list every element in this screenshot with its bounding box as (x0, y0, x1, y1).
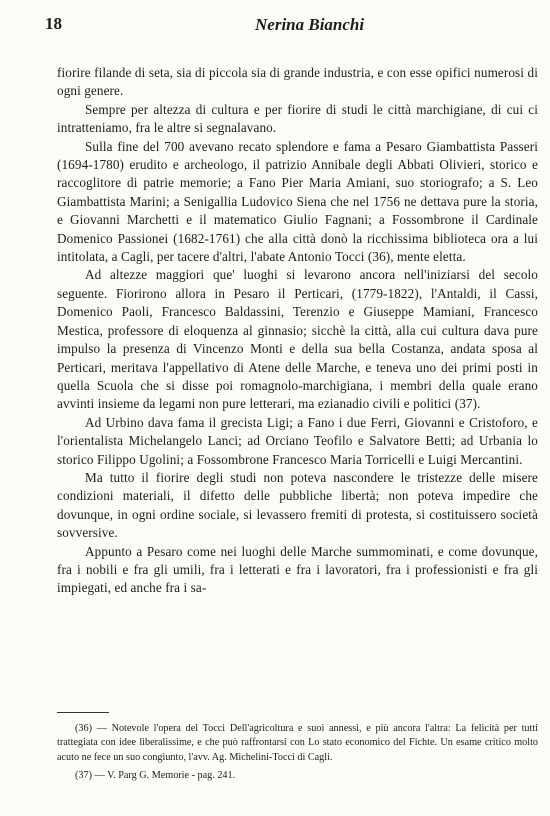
running-head: Nerina Bianchi (255, 15, 365, 34)
page-number: 18 (45, 14, 62, 33)
paragraph: Sulla fine del 700 avevano recato splendore e fama a Pesaro Giambattista Passeri (1694-1780) erudito e archeologo, il patrizio Annibale degli Abbati Olivieri, storico e raccoglitore di patrie memorie; a Fano Pier Maria Amiani, suo storiografo; a S. Leo Giambattista Marini; a Senigallia Ludovico Siena che nel 1756 ne dettava pure la storia, e Giovanni Marchetti e il matematico Giulio Fagnani; a Fossombrone il Cardinale Domenico Passionei (1682-1761) che alla città donò la ricchissima biblioteca ora a lui intitolata, a Cagli, per tacere d'altri, l'abate Antonio Tocci (36), mente eletta. (57, 138, 538, 265)
paragraph: fiorire filande di seta, sia di piccola sia di grande industria, e con esse opifici numerosi di ogni genere. (57, 65, 538, 99)
paragraph: Ad altezze maggiori que' luoghi si levarono ancora nell'iniziarsi del secolo seguente. Fiorirono allora in Pesaro il Perticari, (1779-1822), l'Antaldi, il Cassi, Domenico Paoli, Francesco Baldassini, Terenzio e Giuseppe Mamiani, Francesco Mestica, professore di eloquenza al ginnasio; sicchè la città, alla cui cultura dava pure impulso la presenza di Vincenzo Monti e della sua bella Costanza, andata sposa al Perticari, meritava l'appellativo di Atene delle Marche, e teneva uno dei primi posti in quella Scuola che si disse poi romagnolo-marchigiana, i membri della quale erano avvinti insieme da legami non pure letterari, ma ezianadio civili e politici (37). (57, 267, 538, 412)
footnote: (37) — V. Parg G. Memorie - pag. 241. (75, 770, 236, 782)
footnotes (57, 722, 538, 784)
page-header (45, 14, 528, 38)
body-text (57, 64, 538, 598)
paragraph: Appunto a Pesaro come nei luoghi delle Marche summominati, e come dovunque, fra i nobili e fra gli umili, fra i letterati e fra i lavoratori, fra i professionisti e fra gli impiegati, ed anche fra i sa- (57, 543, 538, 596)
paragraph: Sempre per altezza di cultura e per fiorire di studi le città marchigiane, di cui ci intratteniamo, fra le altre si segnalavano. (57, 101, 538, 136)
paragraph: Ad Urbino dava fama il grecista Ligi; a Fano i due Ferri, Giovanni e Cristoforo, e l'orientalista Michelangelo Lanci; ad Orciano Teofilo e Salvatore Betti; ad Urbania lo storico Filippo Ugolini; a Fossombrone Francesco Maria Torricelli e Luigi Mercantini. (57, 414, 538, 467)
footnote-rule (57, 712, 109, 713)
footnote: (36) — Notevole l'opera del Tocci Dell'agricoltura e suoi annessi, e più ancora l'altra: La felicità per tutti trattegiata con idee liberalissime, e che può raffrontarsi con Lo stato economico del Fichte. Un esame critico molto acuto ne fece un suo congiunto, l'avv. Ag. Michelini-Tocci di Cagli. (57, 723, 538, 763)
paragraph: Ma tutto il fiorire degli studi non poteva nascondere le tristezze delle misere condizioni materiali, il difetto delle pubbliche libertà; non poteva impedire che dovunque, in ogni ordine sociale, si levassero fremiti di protesta, si costituissero società sovversive. (57, 469, 538, 541)
